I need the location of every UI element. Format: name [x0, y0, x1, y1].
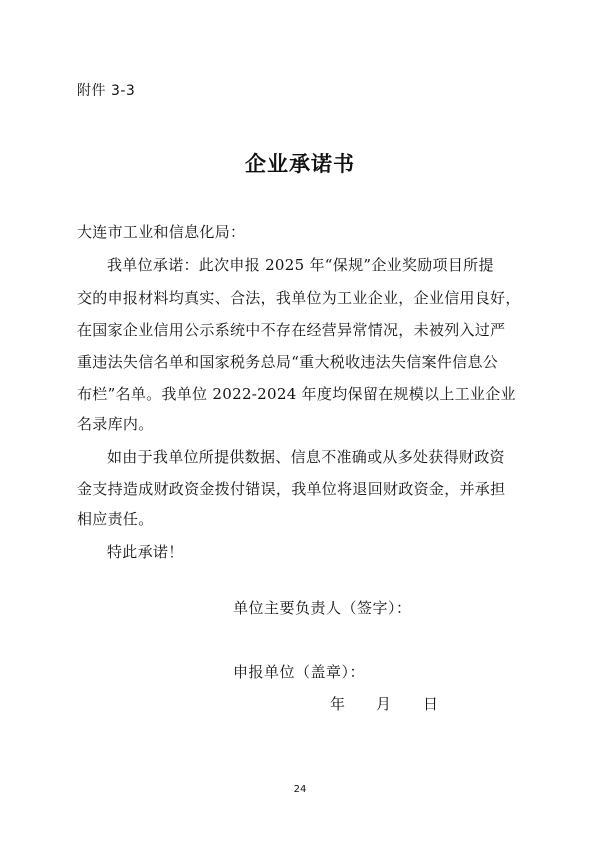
paragraph-line: 交的申报材料均真实、合法，我单位为工业企业，企业信用良好，: [77, 289, 521, 307]
paragraph-line: 相应责任。: [77, 510, 154, 528]
document-title: 企业承诺书: [245, 151, 355, 176]
paragraph-line: 名录库内。: [77, 415, 154, 433]
unit-seal-label: 申报单位（盖章）：: [233, 663, 366, 681]
paragraph-line: 在国家企业信用公示系统中不存在经营异常情况，未被列入过严: [77, 321, 506, 339]
date-year: 年: [330, 695, 346, 713]
closing-statement: 特此承诺！: [107, 543, 184, 561]
addressee: 大连市工业和信息化局：: [77, 223, 246, 241]
date-month: 月: [376, 695, 392, 713]
paragraph-line: 金支持造成财政资金拨付错误，我单位将退回财政资金，并承担: [77, 480, 506, 498]
attachment-label: 附件 3-3: [77, 83, 136, 99]
date-day: 日: [423, 695, 439, 713]
paragraph-line: 如由于我单位所提供数据、信息不准确或从多处获得财政资: [107, 448, 505, 466]
principal-signature-label: 单位主要负责人（签字）：: [233, 599, 412, 617]
page-number: 24: [293, 784, 307, 795]
paragraph-line: 重违法失信名单和国家税务总局“重大税收违法失信案件信息公: [77, 353, 499, 371]
paragraph-line: 我单位承诺：此次申报 2025 年“保规”企业奖励项目所提: [107, 256, 494, 274]
paragraph-line: 布栏”名单。我单位 2022-2024 年度均保留在规模以上工业企业: [77, 385, 516, 403]
